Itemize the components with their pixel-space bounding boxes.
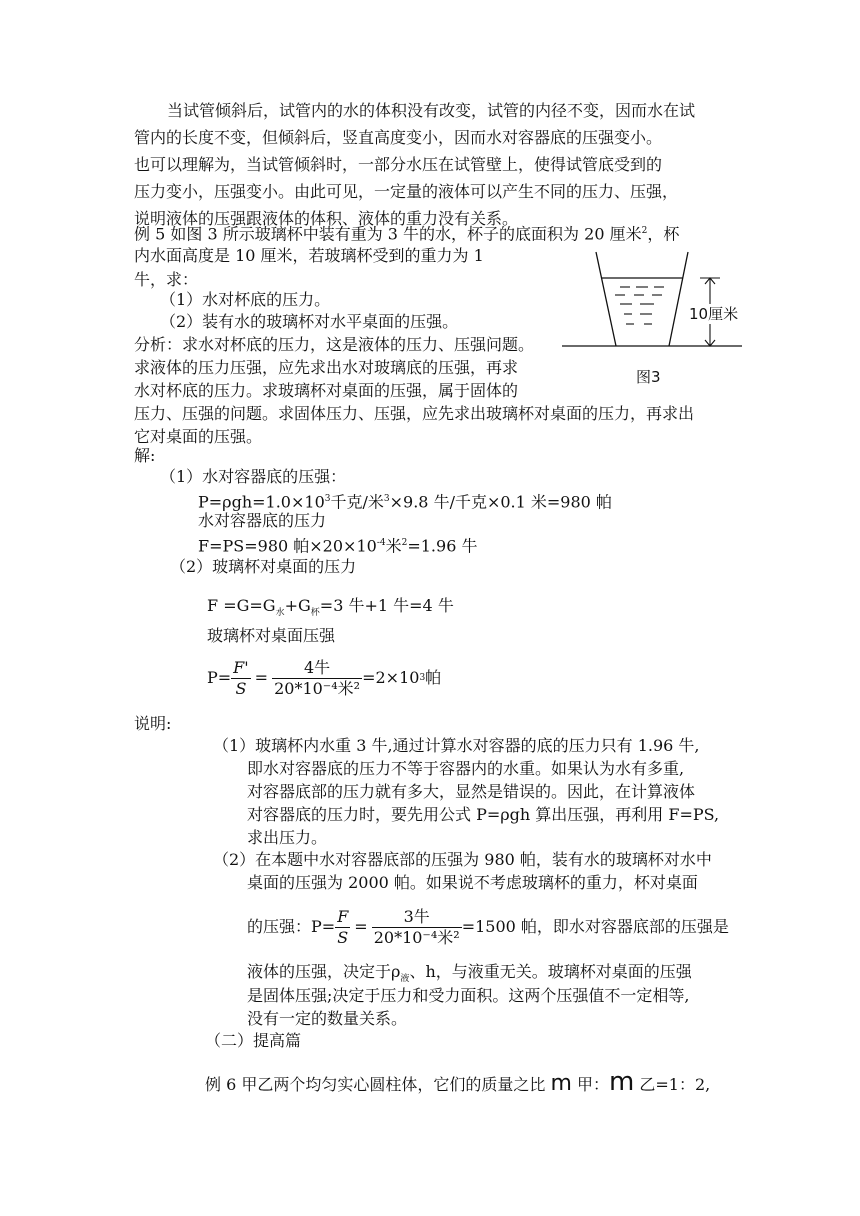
text: =2×10 bbox=[362, 668, 420, 687]
text-line: 也可以理解为，当试管倾斜时，一部分水压在试管壁上，使得试管底受到的 bbox=[134, 155, 663, 174]
example-6 bbox=[205, 1068, 710, 1099]
note-2-formula bbox=[247, 905, 729, 949]
water-dashes bbox=[615, 287, 664, 324]
text: =1.96 牛 bbox=[407, 536, 478, 556]
text: = bbox=[354, 917, 368, 936]
superscript: -4 bbox=[376, 538, 386, 548]
analysis-line: 分析：求水对杯底的压力，这是液体的压力、压强问题。 bbox=[134, 335, 535, 354]
solution-step-2-equation bbox=[207, 596, 454, 623]
note-1-line: 即水对容器底的压力不等于容器内的水重。如果认为水有多重, bbox=[247, 759, 685, 778]
text: ×9.8 牛/千克×0.1 米=980 帕 bbox=[389, 492, 612, 512]
solution-step-2-title: （2）玻璃杯对桌面的压力 bbox=[170, 557, 357, 576]
analysis-line: 求液体的压力压强，应先求出水对玻璃底的压强，再求 bbox=[134, 358, 519, 377]
solution-step-1-title: （1）水对容器底的压强： bbox=[160, 467, 347, 486]
solution-step-2-formula bbox=[207, 656, 441, 700]
text: =1500 帕，即水对容器底部的压强是 bbox=[461, 917, 729, 936]
fraction bbox=[372, 907, 462, 948]
text: P= bbox=[207, 668, 232, 687]
text-line: 说明液体的压强跟液体的体积、液体的重力没有关系。 bbox=[134, 209, 519, 228]
glass-right-side bbox=[669, 252, 688, 346]
height-label: 10厘米 bbox=[689, 305, 739, 323]
text: P=ρgh=1.0×10 bbox=[198, 492, 325, 512]
text-line: 压力变小，压强变小。由此可见，一定量的液体可以产生不同的压力、压强， bbox=[134, 182, 679, 201]
text: 的压强：P= bbox=[247, 917, 336, 936]
superscript: 2 bbox=[641, 226, 648, 236]
fraction bbox=[272, 658, 362, 699]
text: 乙=1：2, bbox=[634, 1075, 711, 1094]
denominator: 20*10⁻⁴米² bbox=[274, 678, 361, 698]
note-1-line: （1）玻璃杯内水重 3 牛,通过计算水对容器的底的压力只有 1.96 牛, bbox=[213, 736, 700, 755]
note-1-line: 对容器底的压力时，要先用公式 P=ρgh 算出压强，再利用 F=PS, bbox=[247, 805, 720, 824]
solution-step-1-equation-2 bbox=[198, 533, 477, 556]
example-5-line-3: 牛，求： bbox=[134, 270, 199, 289]
superscript: 2 bbox=[401, 538, 408, 548]
fraction bbox=[231, 658, 251, 699]
text: 帕 bbox=[425, 668, 442, 687]
numerator: 4牛 bbox=[272, 658, 362, 679]
superscript: 3 bbox=[324, 494, 331, 504]
text: m bbox=[608, 1067, 635, 1097]
solution-step-1-sub: 水对容器底的压力 bbox=[198, 511, 327, 530]
note-2-line: （2）在本题中水对容器底部的压强为 980 帕，装有水的玻璃杯对水中 bbox=[213, 850, 712, 869]
question-1: （1）水对杯底的压力。 bbox=[160, 290, 331, 309]
question-2: （2）装有水的玻璃杯对水平桌面的压强。 bbox=[160, 312, 459, 331]
numerator: F' bbox=[233, 657, 249, 677]
text: +G bbox=[284, 596, 311, 615]
denominator: S bbox=[337, 927, 349, 947]
fraction bbox=[335, 907, 350, 948]
superscript: 3 bbox=[383, 494, 390, 504]
text: ，杯 bbox=[647, 224, 680, 244]
text: = bbox=[254, 668, 269, 687]
analysis-line: 压力、压强的问题。求固体压力、压强，应先求出玻璃杯对桌面的压力，再求出 bbox=[134, 404, 695, 423]
text: F bbox=[207, 596, 219, 615]
text: 例 5 如图 3 所示玻璃杯中装有重为 3 牛的水，杯子的底面积为 20 厘米 bbox=[134, 224, 642, 244]
analysis-line: 它对桌面的压强。 bbox=[134, 427, 263, 446]
text: m bbox=[550, 1071, 572, 1096]
note-2-line: 没有一定的数量关系。 bbox=[247, 1009, 408, 1028]
example-5-line-1 bbox=[134, 221, 679, 244]
denominator: S bbox=[235, 678, 247, 698]
glass-left-side bbox=[596, 252, 616, 346]
text: F=PS=980 帕×20×10 bbox=[198, 536, 377, 556]
solution-label: 解: bbox=[134, 446, 156, 465]
section-heading: （二）提高篇 bbox=[205, 1031, 302, 1050]
subscript: 水 bbox=[275, 608, 285, 619]
note-1-line: 求出压力。 bbox=[247, 828, 328, 847]
text: 、h，与液重无关。玻璃杯对桌面的压强 bbox=[409, 962, 692, 981]
text: 千克/米 bbox=[330, 492, 384, 512]
note-2-line: 桌面的压强为 2000 帕。如果说不考虑玻璃杯的重力，杯对桌面 bbox=[247, 873, 698, 892]
note-1-line: 对容器底部的压力就有多大，显然是错误的。因此，在计算液体 bbox=[247, 782, 696, 801]
text-line: 当试管倾斜后，试管内的水的体积没有改变，试管的内径不变，因而水在试 bbox=[167, 101, 696, 120]
denominator: 20*10⁻⁴米² bbox=[373, 927, 460, 947]
note-2-line: 是固体压强;决定于压力和受力面积。这两个压强值不一定相等, bbox=[247, 986, 690, 1005]
text: 液体的压强，决定于ρ bbox=[247, 962, 401, 981]
subscript: 杯 bbox=[310, 608, 320, 619]
solution-step-1-equation bbox=[198, 489, 612, 512]
text: =G=G bbox=[218, 596, 276, 615]
numerator: F bbox=[337, 906, 349, 926]
text: 甲： bbox=[571, 1075, 609, 1094]
text: =3 牛+1 牛=4 牛 bbox=[319, 596, 454, 615]
figure-3 bbox=[560, 250, 750, 390]
solution-step-2-sub: 玻璃杯对桌面压强 bbox=[207, 626, 336, 645]
subscript: 液 bbox=[400, 974, 410, 985]
numerator: 3牛 bbox=[372, 907, 462, 928]
figure-caption: 图3 bbox=[636, 368, 661, 386]
example-5-line-2: 内水面高度是 10 厘米，若玻璃杯受到的重力为 1 bbox=[134, 246, 484, 265]
text: 米 bbox=[385, 536, 402, 556]
superscript: 3 bbox=[419, 673, 426, 683]
analysis-line: 水对杯底的压力。求玻璃杯对桌面的压强，属于固体的 bbox=[134, 381, 519, 400]
text-line: 管内的长度不变，但倾斜后，竖直高度变小，因而水对容器底的压强变小。 bbox=[134, 128, 663, 147]
text: 例 6 甲乙两个均匀实心圆柱体，它们的质量之比 bbox=[205, 1075, 551, 1094]
notes-label: 说明: bbox=[134, 714, 172, 733]
